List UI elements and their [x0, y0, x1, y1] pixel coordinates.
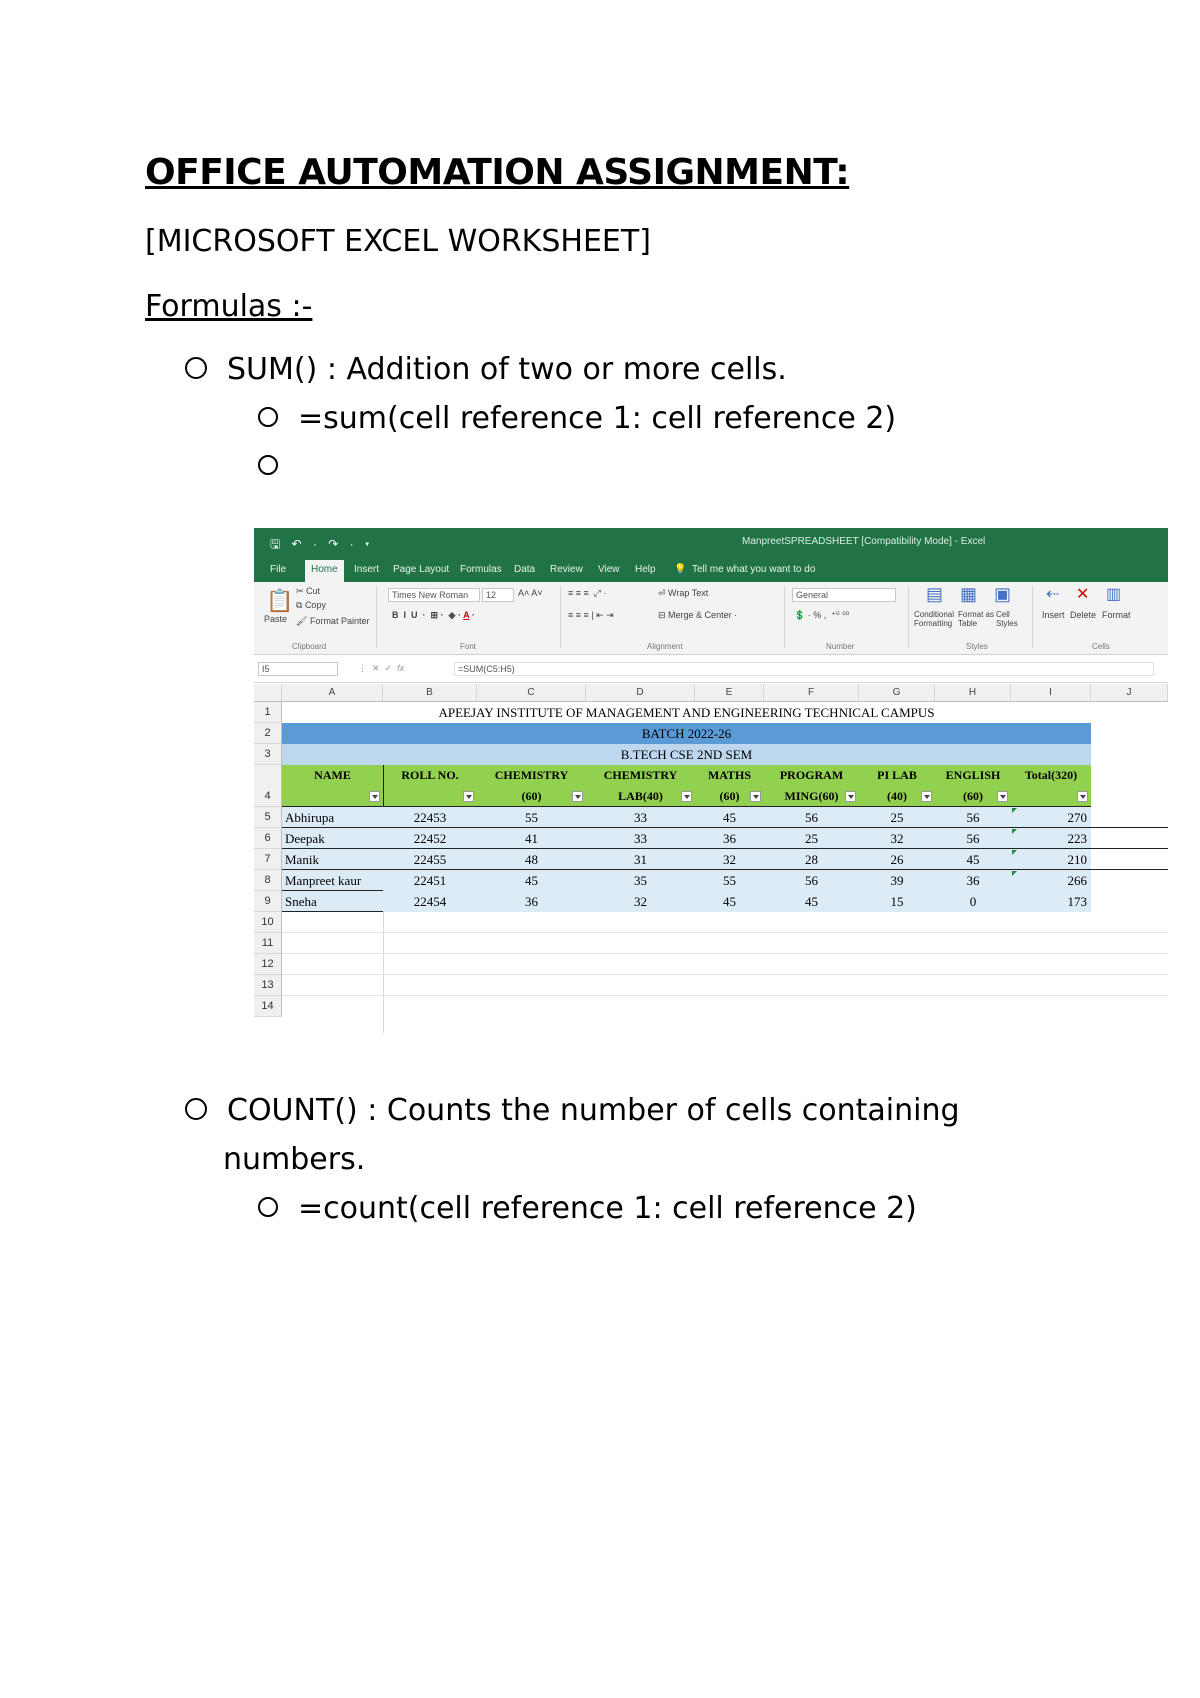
column-header-title: ROLL NO.	[383, 765, 477, 786]
ribbon-separator	[784, 586, 785, 648]
column-header-subtitle	[282, 786, 383, 807]
table-cell[interactable]: 36	[477, 891, 586, 912]
column-header-title: NAME	[282, 765, 383, 786]
table-cell[interactable]: 266	[1011, 870, 1091, 891]
table-cell[interactable]: 45	[695, 807, 764, 828]
table-cell[interactable]: 32	[586, 891, 695, 912]
column-header-title: PI LAB	[859, 765, 935, 786]
column-header-a: A	[282, 684, 383, 702]
row-header: 11	[254, 933, 282, 954]
table-cell[interactable]: 45	[695, 891, 764, 912]
row-header: 8	[254, 870, 282, 891]
table-cell[interactable]: 55	[695, 870, 764, 891]
column-header-b: B	[383, 684, 477, 702]
delete-cells-icon: ✕	[1076, 586, 1090, 603]
tab-home: Home	[305, 560, 344, 582]
excel-title-bar	[254, 528, 1168, 558]
table-cell[interactable]: 45	[764, 891, 859, 912]
table-cell[interactable]: 56	[935, 807, 1011, 828]
row-header: 9	[254, 891, 282, 912]
table-cell[interactable]: 36	[935, 870, 1011, 891]
wrap-text-label: ⏎ Wrap Text	[658, 588, 709, 598]
font-size-box: 12	[482, 588, 514, 602]
cut-label: ✂ Cut	[296, 586, 321, 596]
column-header-title: Total(320)	[1011, 765, 1091, 786]
error-indicator-icon	[1012, 871, 1017, 876]
grid-line	[383, 912, 384, 1033]
table-cell[interactable]: 39	[859, 870, 935, 891]
format-label: Format	[1102, 610, 1131, 620]
table-cell[interactable]: 22451	[383, 870, 477, 891]
ribbon-separator	[560, 586, 561, 648]
row-header: 10	[254, 912, 282, 933]
column-header-subtitle: MING(60)	[764, 786, 859, 807]
row-border	[282, 911, 383, 912]
tab-help: Help	[635, 564, 656, 575]
ribbon-separator	[376, 586, 377, 648]
window-title: ManpreetSPREADSHEET [Compatibility Mode] - Excel	[742, 536, 986, 547]
semester-cell: B.TECH CSE 2ND SEM	[282, 744, 1091, 765]
column-header-f: F	[764, 684, 859, 702]
row-header: 4	[254, 765, 282, 807]
student-name-cell[interactable]: Sneha	[282, 891, 383, 912]
tab-review: Review	[550, 564, 583, 575]
column-header-title: MATHS	[695, 765, 764, 786]
count-syntax-text: =count(cell reference 1: cell reference 2)	[298, 1191, 917, 1226]
hollow-bullet-icon	[258, 1197, 278, 1217]
count-item-text: COUNT() : Counts the number of cells containing	[227, 1093, 960, 1128]
column-header-c: C	[477, 684, 586, 702]
sum-syntax-text: =sum(cell reference 1: cell reference 2)	[298, 401, 897, 436]
section-heading: Formulas :-	[145, 289, 313, 324]
column-header-subtitle: (60)	[935, 786, 1011, 807]
conditional-formatting-label: Conditional Formatting	[914, 610, 955, 628]
column-header-g: G	[859, 684, 935, 702]
student-name-cell[interactable]: Abhirupa	[282, 807, 383, 828]
filter-dropdown-icon[interactable]	[997, 791, 1008, 802]
table-cell[interactable]: 22452	[383, 828, 477, 849]
column-header-title: CHEMISTRY	[586, 765, 695, 786]
filter-dropdown-icon[interactable]	[750, 791, 761, 802]
column-header-title: PROGRAM	[764, 765, 859, 786]
copy-label: ⧉ Copy	[296, 600, 326, 610]
paste-label: Paste	[264, 614, 288, 624]
grid-line	[282, 995, 1168, 996]
row-header: 3	[254, 744, 282, 765]
table-cell[interactable]: 22454	[383, 891, 477, 912]
format-cells-icon: ▥	[1106, 586, 1122, 603]
bold-icon: B I U · ⊞ · ◈ · A ·	[392, 610, 475, 620]
tab-page-layout: Page Layout	[393, 564, 450, 575]
table-cell[interactable]: 270	[1011, 807, 1091, 828]
row-header: 7	[254, 849, 282, 870]
ribbon-tabs	[254, 558, 1168, 582]
hollow-bullet-icon	[258, 455, 278, 475]
ribbon-home	[254, 582, 1168, 655]
row-header: 5	[254, 807, 282, 828]
number-group-label: Number	[826, 642, 855, 651]
tab-data: Data	[514, 564, 536, 575]
paste-icon: 📋	[266, 588, 294, 613]
format-as-table-label: Format as Table	[958, 610, 995, 628]
delete-label: Delete	[1070, 610, 1097, 620]
grid-line	[282, 974, 1168, 975]
lightbulb-icon: 💡	[674, 564, 687, 575]
align-top-icon: ≡ ≡ ≡ ⤢ ·	[568, 588, 607, 598]
align-left-icon: ≡ ≡ ≡ | ⇤ ⇥	[568, 610, 614, 620]
row-header: 13	[254, 975, 282, 996]
table-cell[interactable]: 31	[586, 849, 695, 870]
filter-dropdown-icon[interactable]	[845, 791, 856, 802]
filter-dropdown-icon[interactable]	[681, 791, 692, 802]
filter-dropdown-icon[interactable]	[1077, 791, 1088, 802]
tab-file: File	[270, 564, 287, 575]
ribbon-separator	[1032, 586, 1033, 648]
column-header-subtitle: LAB(40)	[586, 786, 695, 807]
document-title: OFFICE AUTOMATION ASSIGNMENT:	[145, 152, 850, 193]
hollow-bullet-icon	[258, 407, 278, 427]
table-cell[interactable]: 32	[859, 828, 935, 849]
table-cell[interactable]: 210	[1011, 849, 1091, 870]
table-cell[interactable]: 22453	[383, 807, 477, 828]
error-indicator-icon	[1012, 808, 1017, 813]
formula-bar	[254, 656, 1168, 683]
hollow-bullet-icon	[185, 357, 207, 379]
table-cell[interactable]: 55	[477, 807, 586, 828]
alignment-group-label: Alignment	[647, 642, 683, 651]
column-header-d: D	[586, 684, 695, 702]
table-cell[interactable]: 25	[764, 828, 859, 849]
table-cell[interactable]: 22455	[383, 849, 477, 870]
table-cell[interactable]: 33	[586, 828, 695, 849]
table-cell[interactable]: 173	[1011, 891, 1091, 912]
tab-insert: Insert	[354, 564, 380, 575]
table-cell[interactable]: 56	[764, 807, 859, 828]
error-indicator-icon	[1012, 829, 1017, 834]
font-group-label: Font	[460, 642, 477, 651]
grid-line	[282, 953, 1168, 954]
format-as-table-icon: ▦	[960, 584, 978, 604]
table-cell[interactable]: 25	[859, 807, 935, 828]
select-all-corner	[254, 684, 282, 702]
table-cell[interactable]: 26	[859, 849, 935, 870]
cell-styles-label: Cell Styles	[996, 610, 1018, 628]
error-indicator-icon	[1012, 850, 1017, 855]
column-header-subtitle: (60)	[695, 786, 764, 807]
quick-access-toolbar: 🖫 ↶ · ↷ · ▾	[270, 537, 374, 551]
column-header-e: E	[695, 684, 764, 702]
tab-view: View	[598, 564, 620, 575]
document-subtitle: [MICROSOFT EXCEL WORKSHEET]	[145, 224, 651, 259]
grid-line	[282, 932, 1168, 933]
filter-dropdown-icon[interactable]	[921, 791, 932, 802]
column-header-h: H	[935, 684, 1011, 702]
font-name-box: Times New Roman	[388, 588, 480, 602]
column-header-j: J	[1091, 684, 1168, 702]
row-header: 1	[254, 702, 282, 723]
formula-input: =SUM(C5:H5)	[454, 662, 1154, 676]
student-name-cell[interactable]: Manik	[282, 849, 383, 870]
table-cell[interactable]: 33	[586, 807, 695, 828]
insert-label: Insert	[1042, 610, 1065, 620]
table-cell[interactable]: 0	[935, 891, 1011, 912]
table-cell[interactable]: 35	[586, 870, 695, 891]
row-header: 2	[254, 723, 282, 744]
row-header: 6	[254, 828, 282, 849]
count-item-continuation: numbers.	[223, 1142, 366, 1177]
excel-screenshot	[254, 528, 1168, 1033]
list-item-sum-syntax	[258, 401, 896, 436]
ribbon-separator	[908, 586, 909, 648]
insert-cells-icon: ⇠	[1046, 586, 1060, 603]
institute-title-cell: APEEJAY INSTITUTE OF MANAGEMENT AND ENGINEERING TECHNICAL CAMPUS	[438, 705, 935, 720]
conditional-formatting-icon: ▤	[926, 584, 944, 604]
batch-cell: BATCH 2022-26	[282, 723, 1091, 744]
formula-buttons-icon: ⋮ ✕ ✓ fx	[358, 663, 405, 673]
table-cell[interactable]: 45	[935, 849, 1011, 870]
list-item-count-syntax	[258, 1191, 917, 1226]
tell-me-box: Tell me what you want to do	[692, 564, 816, 575]
font-size-arrows-icon: A˄ A˅	[518, 588, 543, 598]
cells-group-label: Cells	[1092, 642, 1110, 651]
table-cell[interactable]: 36	[695, 828, 764, 849]
table-cell[interactable]: 15	[859, 891, 935, 912]
table-cell[interactable]: 56	[764, 870, 859, 891]
table-cell[interactable]: 45	[477, 870, 586, 891]
table-cell[interactable]: 48	[477, 849, 586, 870]
filter-dropdown-icon[interactable]	[369, 791, 380, 802]
column-header-title: ENGLISH	[935, 765, 1011, 786]
merge-center-label: ⊟ Merge & Center ·	[658, 610, 738, 620]
format-painter-label: 🖌 Format Painter	[296, 616, 370, 626]
cell-styles-icon: ▣	[994, 584, 1012, 604]
table-cell[interactable]: 32	[695, 849, 764, 870]
table-cell[interactable]: 56	[935, 828, 1011, 849]
number-format-box: General	[792, 588, 896, 602]
column-header-title: CHEMISTRY	[477, 765, 586, 786]
row-header: 12	[254, 954, 282, 975]
column-header-subtitle: (40)	[859, 786, 935, 807]
table-cell[interactable]: 41	[477, 828, 586, 849]
list-item-screenshot	[258, 449, 298, 484]
list-item-sum	[185, 352, 787, 387]
column-header-subtitle: (60)	[477, 786, 586, 807]
student-name-cell[interactable]: Deepak	[282, 828, 383, 849]
student-name-cell[interactable]: Manpreet kaur	[282, 870, 383, 891]
name-box: I5	[258, 662, 338, 676]
tab-formulas: Formulas	[460, 564, 502, 575]
styles-group-label: Styles	[966, 642, 988, 651]
clipboard-group-label: Clipboard	[292, 642, 327, 651]
table-cell[interactable]: 28	[764, 849, 859, 870]
column-header-i: I	[1011, 684, 1091, 702]
sum-item-text: SUM() : Addition of two or more cells.	[227, 352, 787, 387]
filter-dropdown-icon[interactable]	[463, 791, 474, 802]
table-cell[interactable]: 223	[1011, 828, 1091, 849]
row-header: 14	[254, 996, 282, 1017]
worksheet-grid	[254, 684, 1168, 1033]
list-item-count	[185, 1093, 960, 1128]
currency-icon: 💲 · % , ⁺⁰ ⁰⁰	[794, 610, 850, 620]
filter-dropdown-icon[interactable]	[572, 791, 583, 802]
hollow-bullet-icon	[185, 1098, 207, 1120]
